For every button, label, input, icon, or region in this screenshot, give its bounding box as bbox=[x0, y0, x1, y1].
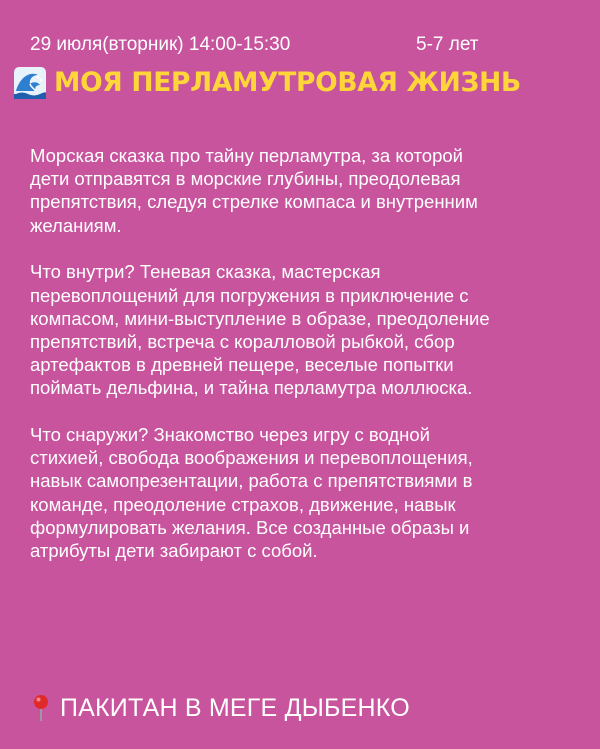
map-pin-icon bbox=[30, 694, 52, 722]
text-line: Морская сказка про тайну перламутра, за которой bbox=[30, 145, 463, 166]
text-line: формулировать желания. Все созданные образы и bbox=[30, 516, 470, 538]
text-line: команде, преодоление страхов, движение, навык bbox=[30, 493, 456, 515]
text-line: дети отправятся в морские глубины, преодолевая bbox=[30, 168, 461, 190]
text-line: навык самопрезентации, работа с препятствиями в bbox=[30, 470, 473, 492]
location-row bbox=[30, 692, 410, 724]
description-paragraph-intro bbox=[30, 144, 580, 237]
event-date-time: 29 июля(вторник) 14:00-15:30 bbox=[30, 34, 291, 55]
text-line: препятствия, следуя стрелке компаса и внутренним bbox=[30, 191, 478, 213]
event-age-range: 5-7 лет bbox=[416, 34, 479, 55]
text-line: атрибуты дети забирают с собой. bbox=[30, 540, 318, 562]
text-line: Что внутри? Теневая сказка, мастерская bbox=[30, 261, 381, 283]
text-line: стихией, свобода воображения и перевоплощения, bbox=[30, 447, 473, 469]
text-line: желаниям. bbox=[30, 214, 122, 236]
text-line: компасом, мини-выступление в образе, преодоление bbox=[30, 307, 490, 329]
text-line: поймать дельфина, и тайна перламутра моллюска. bbox=[30, 377, 473, 399]
description bbox=[30, 144, 580, 586]
text-line: Что снаружи? Знакомство через игру с водной bbox=[30, 424, 431, 446]
text-line: артефактов в древней пещере, веселые попытки bbox=[30, 354, 454, 376]
description-paragraph-inside bbox=[30, 260, 580, 399]
text-line: перевоплощений для погружения в приключение с bbox=[30, 284, 469, 306]
event-header bbox=[30, 33, 570, 57]
event-location: ПАКИТАН В МЕГЕ ДЫБЕНКО bbox=[60, 694, 410, 722]
text-line: препятствий, встреча с коралловой рыбкой, сбор bbox=[30, 330, 455, 352]
event-title: МОЯ ПЕРЛАМУТРОВАЯ ЖИЗНЬ bbox=[54, 67, 521, 98]
title-row bbox=[14, 66, 521, 100]
wave-icon bbox=[14, 67, 46, 99]
description-paragraph-outside bbox=[30, 423, 580, 562]
